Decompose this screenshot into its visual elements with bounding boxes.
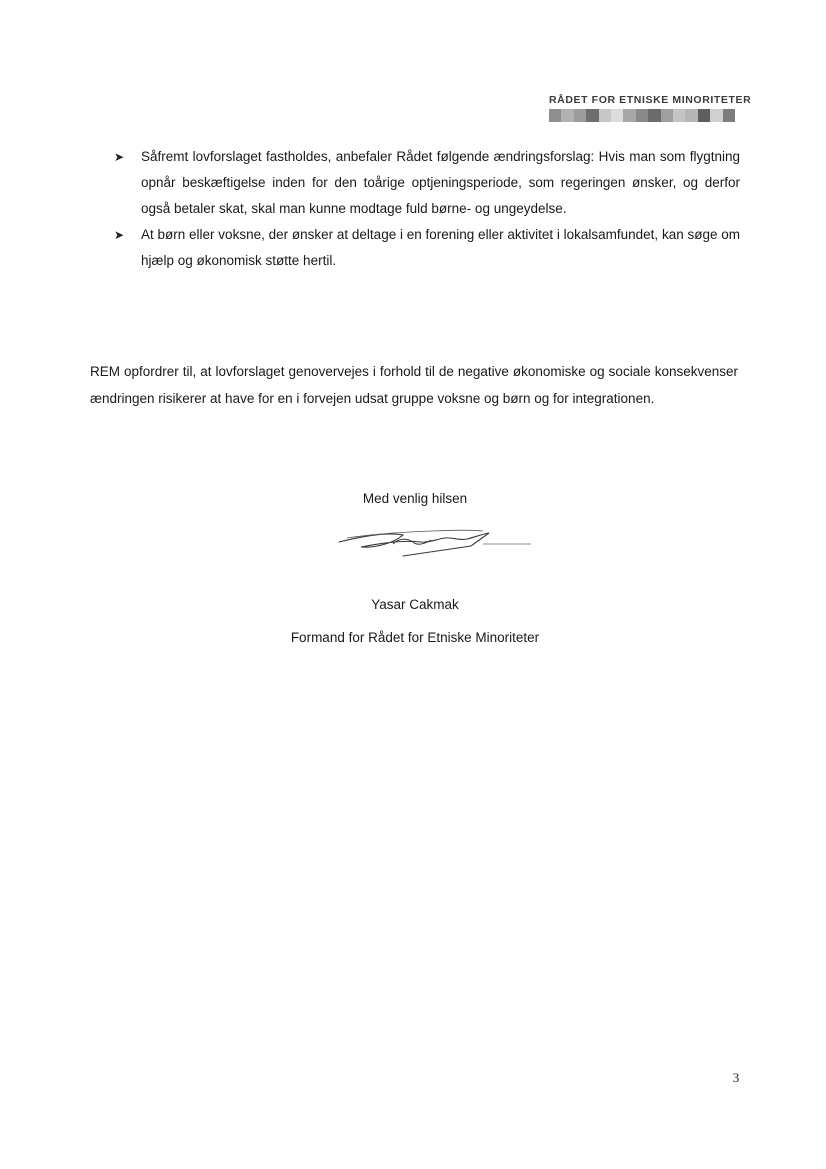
color-bar-segment	[673, 109, 685, 122]
color-bar-segment	[723, 109, 735, 122]
color-bar-segment	[561, 109, 573, 122]
page-number: 3	[732, 1070, 740, 1085]
color-bar-segment	[586, 109, 598, 122]
color-bar-segment	[549, 109, 561, 122]
color-bar-segment	[623, 109, 635, 122]
color-bar-segment	[599, 109, 611, 122]
closing-greeting: Med venlig hilsen	[362, 491, 468, 506]
arrow-bullet-icon: ➤	[114, 150, 125, 164]
color-bar-segment	[648, 109, 660, 122]
color-bar-segment	[611, 109, 623, 122]
color-bar-segment	[710, 109, 722, 122]
conclusion-paragraph: REM opfordrer til, at lovforslaget genovervejes i forhold til de negative økonomiske og sociale konsekvenser ændringen risikerer at have for en i forvejen udsat gruppe voksne og børn og for integrationen.	[90, 364, 738, 406]
signature	[333, 522, 533, 564]
signer-name: Yasar Cakmak	[371, 597, 459, 612]
list-item	[114, 222, 740, 274]
color-bar-segment	[636, 109, 648, 122]
color-bar-segment	[574, 109, 586, 122]
color-bar-segment	[698, 109, 710, 122]
organization-name: RÅDET FOR ETNISKE MINORITETER	[549, 94, 752, 106]
letterhead-color-bar	[549, 109, 735, 122]
color-bar-segment	[661, 109, 673, 122]
list-item-text: Såfremt lovforslaget fastholdes, anbefaler Rådet følgende ændringsforslag: Hvis man som flygtning opnår beskæftigelse inden for den toårige optjeningsperiode, som regeringen ønsker, og derfor også betaler skat, skal man kunne modtage fuld børne- og ungeydelse.	[141, 149, 740, 216]
signer-title: Formand for Rådet for Etniske Minoriteter	[290, 630, 540, 645]
color-bar-segment	[685, 109, 697, 122]
recommendation-list	[114, 144, 740, 274]
arrow-bullet-icon: ➤	[114, 228, 125, 242]
list-item	[114, 144, 740, 222]
list-item-text: At børn eller voksne, der ønsker at deltage i en forening eller aktivitet i lokalsamfundet, kan søge om hjælp og økonomisk støtte hertil.	[141, 227, 740, 268]
letterhead	[549, 94, 752, 122]
